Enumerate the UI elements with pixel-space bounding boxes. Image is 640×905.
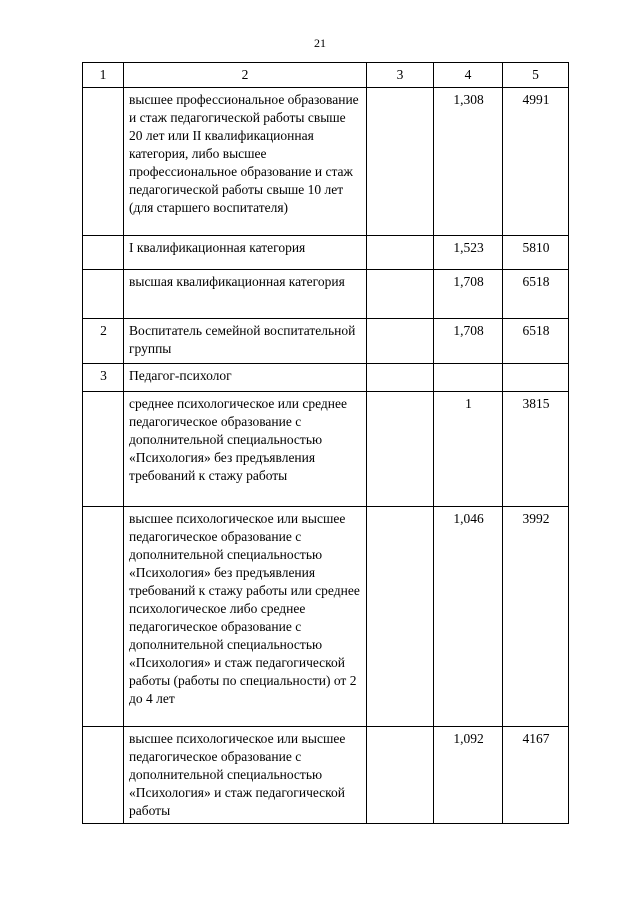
row-number [83,507,124,727]
table-row [83,507,569,727]
qualification-text: среднее психологическое или среднее педагогическое образование с дополнительной специальностью «Психология» без предъявления требований к стажу работы [124,392,367,507]
qualification-text: I квалификационная категория [124,236,367,270]
row-number [83,88,124,236]
qualification-text: высшее психологическое или высшее педагогическое образование с дополнительной специальностью «Психология» и стаж педагогической работы [124,727,367,824]
salary-value: 4167 [503,727,569,824]
salary-value: 4991 [503,88,569,236]
coefficient-value: 1,708 [434,319,503,364]
table-row [83,88,569,236]
qualification-text: высшее психологическое или высшее педагогическое образование с дополнительной специальностью «Психология» без предъявления требований к стажу работы или среднее психологическое либо среднее педагогическое образование с дополнительной специальностью «Психология» и стаж педагогической работы (работы по специальности) от 2 до 4 лет [124,507,367,727]
coefficient-value: 1,708 [434,270,503,319]
coefficient-value: 1 [434,392,503,507]
coefficient-value [434,364,503,392]
salary-value: 3992 [503,507,569,727]
column-3-cell [367,727,434,824]
column-3-cell [367,319,434,364]
row-number [83,270,124,319]
row-number [83,727,124,824]
position-title: Педагог-психолог [124,364,367,392]
column-header-2: 2 [124,63,367,88]
salary-coefficient-table [82,62,569,824]
table-row [83,727,569,824]
table-row [83,236,569,270]
salary-value: 6518 [503,270,569,319]
qualification-text: высшая квалификационная категория [124,270,367,319]
column-3-cell [367,364,434,392]
coefficient-value: 1,308 [434,88,503,236]
column-header-1: 1 [83,63,124,88]
column-3-cell [367,88,434,236]
column-header-5: 5 [503,63,569,88]
column-header-4: 4 [434,63,503,88]
coefficient-value: 1,523 [434,236,503,270]
column-3-cell [367,270,434,319]
position-title: Воспитатель семейной воспитательной группы [124,319,367,364]
salary-value [503,364,569,392]
column-3-cell [367,236,434,270]
table-row [83,319,569,364]
column-header-3: 3 [367,63,434,88]
coefficient-value: 1,092 [434,727,503,824]
header-row [83,63,569,88]
column-3-cell [367,392,434,507]
salary-value: 5810 [503,236,569,270]
column-3-cell [367,507,434,727]
page-number: 21 [314,36,326,50]
qualification-text: высшее профессиональное образование и стаж педагогической работы свыше 20 лет или II квалификационная категория, либо высшее профессиональное образование и стаж педагогической работы свыше 10 лет (для старшего воспитателя) [124,88,367,236]
row-number [83,236,124,270]
row-number: 2 [83,319,124,364]
table-row [83,364,569,392]
coefficient-value: 1,046 [434,507,503,727]
table-row [83,270,569,319]
salary-value: 6518 [503,319,569,364]
table-row [83,392,569,507]
salary-value: 3815 [503,392,569,507]
row-number: 3 [83,364,124,392]
row-number [83,392,124,507]
